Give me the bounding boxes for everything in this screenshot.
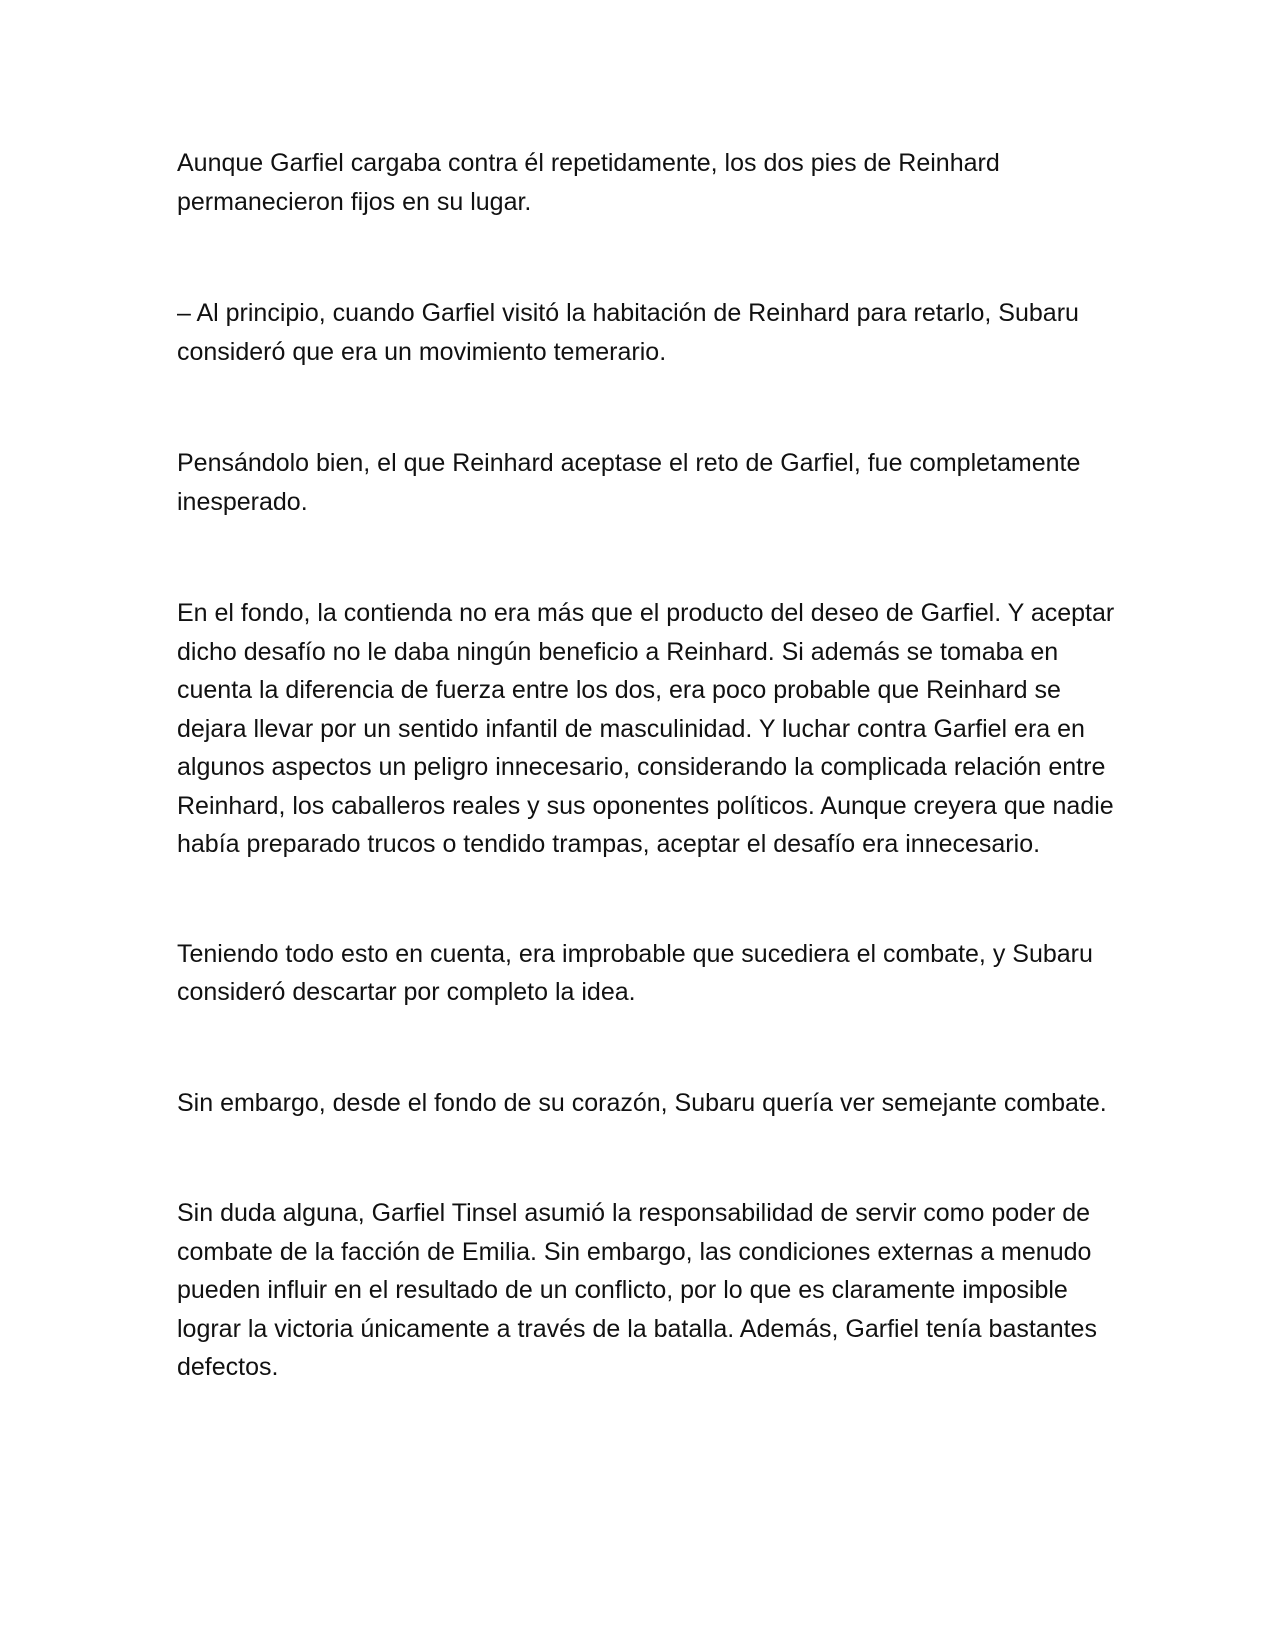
paragraph-3: Pensándolo bien, el que Reinhard aceptase el reto de Garfiel, fue completamente inesperado. — [177, 449, 1081, 516]
paragraph-2: – Al principio, cuando Garfiel visitó la habitación de Reinhard para retarlo, Subaru consideró que era un movimiento temerario. — [177, 299, 1079, 366]
document-body — [177, 144, 1117, 1387]
paragraph-1: Aunque Garfiel cargaba contra él repetidamente, los dos pies de Reinhard permanecieron fijos en su lugar. — [177, 149, 1000, 216]
paragraph-4: En el fondo, la contienda no era más que el producto del deseo de Garfiel. Y aceptar dicho desafío no le daba ningún beneficio a Reinhard. Si además se tomaba en cuenta la diferencia de fuerza entre los dos, era poco probable que Reinhard se dejara llevar por un sentido infantil de masculinidad. Y luchar contra Garfiel era en algunos aspectos un peligro innecesario, considerando la complicada relación entre Reinhard, los caballeros reales y sus oponentes políticos. Aunque creyera que nadie había preparado trucos o tendido trampas, aceptar el desafío era innecesario. — [177, 599, 1115, 858]
paragraph-5: Teniendo todo esto en cuenta, era improbable que sucediera el combate, y Subaru consideró descartar por completo la idea. — [177, 939, 1093, 1006]
paragraph-6: Sin embargo, desde el fondo de su corazón, Subaru quería ver semejante combate. — [177, 1088, 1107, 1117]
paragraph-7: Sin duda alguna, Garfiel Tinsel asumió la responsabilidad de servir como poder de combate de la facción de Emilia. Sin embargo, las condiciones externas a menudo pueden influir en el resultado de un conflicto, por lo que es claramente imposible lograr la victoria únicamente a través de la batalla. Además, Garfiel tenía bastantes defectos. — [177, 1199, 1097, 1381]
